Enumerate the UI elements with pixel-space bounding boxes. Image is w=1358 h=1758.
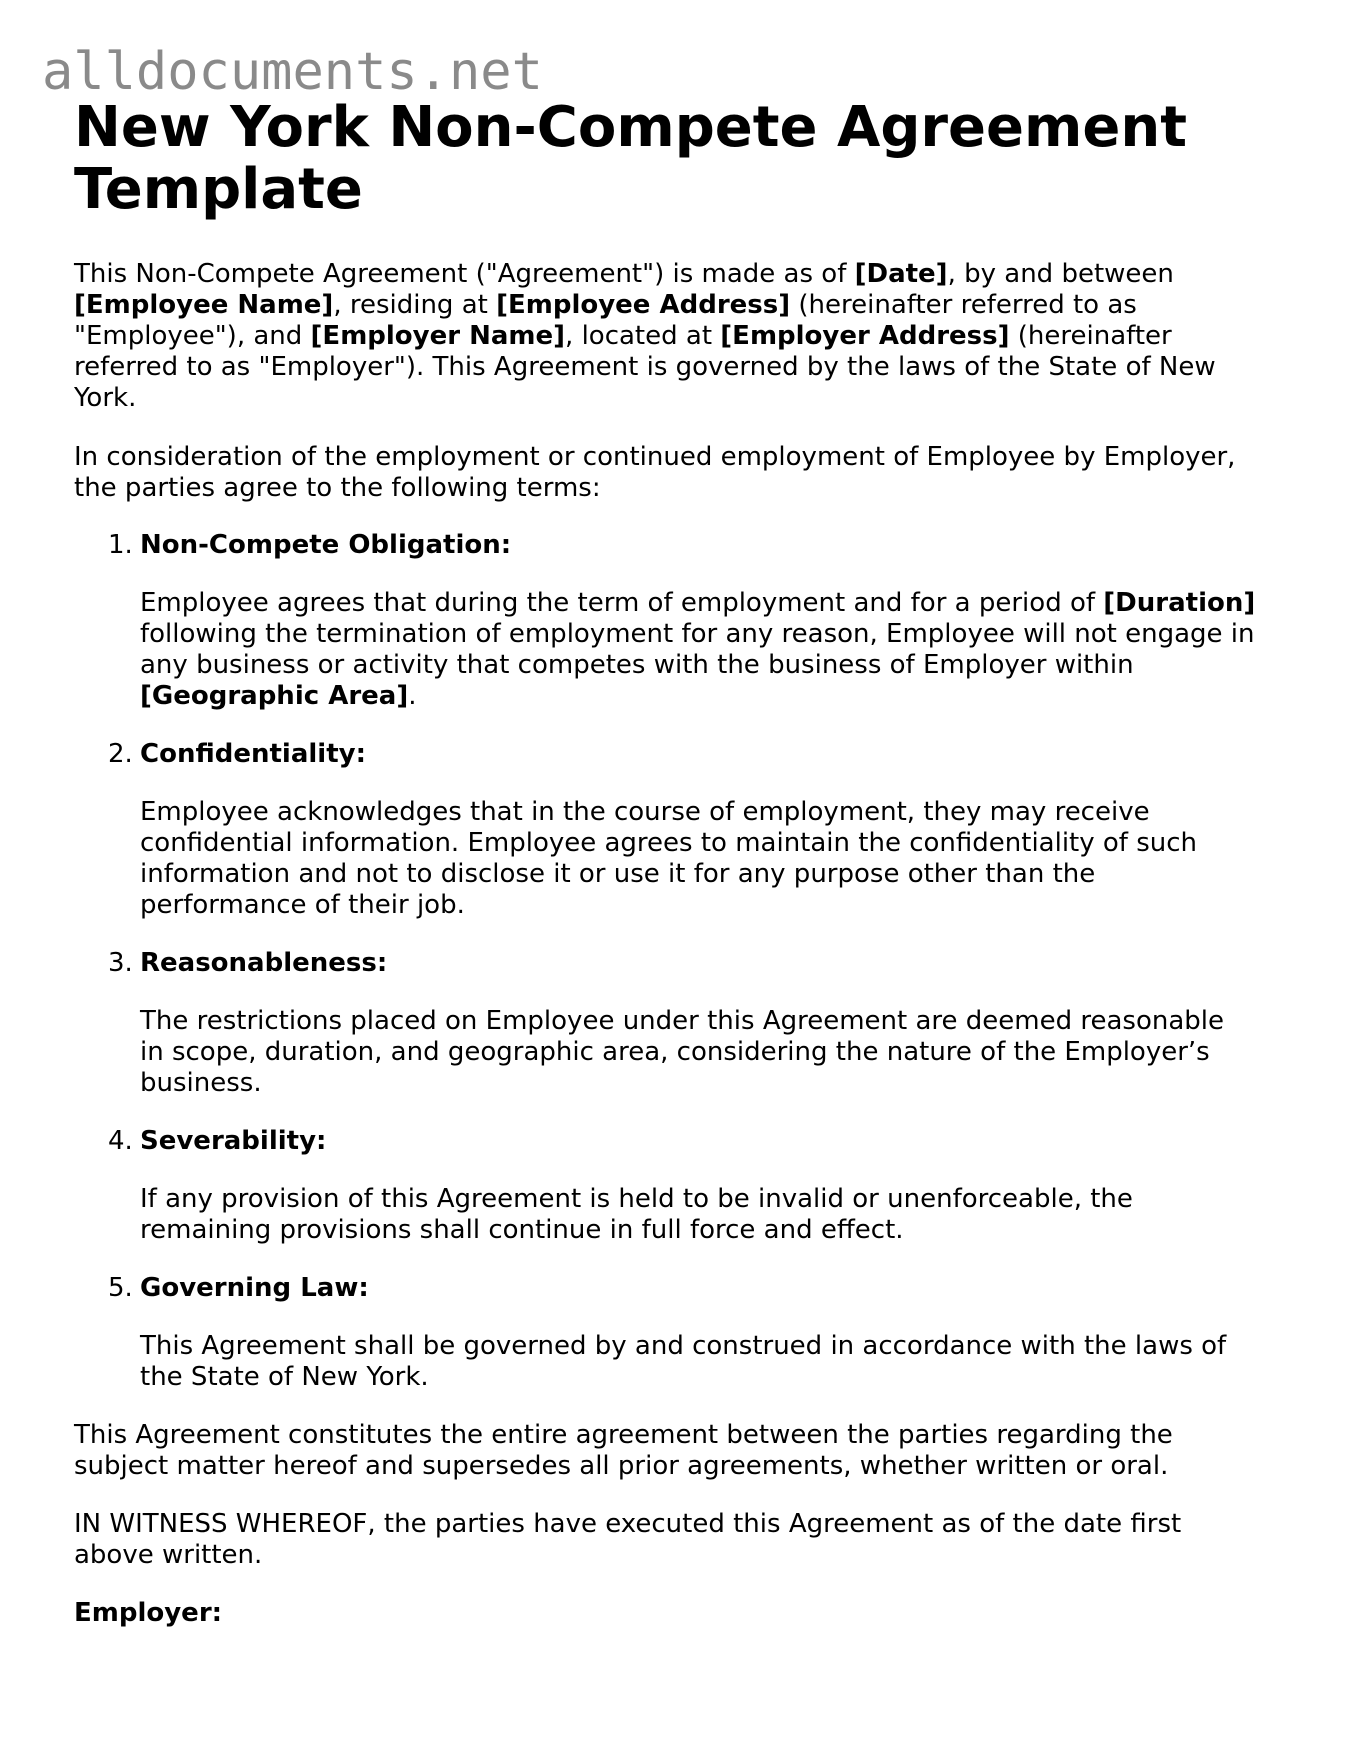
employer-address-placeholder: [Employer Address]: [720, 321, 1010, 351]
section-2-line-4: performance of their job.: [140, 890, 465, 920]
section-4-line-1: If any provision of this Agreement is held to be invalid or unenforceable, the: [140, 1184, 1133, 1214]
section-text: .: [408, 681, 417, 711]
section-1-line-4: [140, 680, 416, 712]
section-5-line-1: This Agreement shall be governed by and construed in accordance with the laws of: [140, 1331, 1227, 1361]
employer-label: Employer:: [74, 1598, 223, 1628]
watermark-text: alldocuments.net: [42, 42, 543, 102]
duration-placeholder: [Duration]: [1103, 588, 1256, 618]
intro-line-5: York.: [74, 383, 137, 413]
entire-agreement-line-1: This Agreement constitutes the entire agreement between the parties regarding the: [74, 1420, 1173, 1450]
section-2-heading: Confidentiality:: [140, 739, 366, 769]
section-5-heading: Governing Law:: [140, 1273, 369, 1303]
intro-text: , residing at: [333, 290, 497, 320]
section-1-number: 1.: [108, 530, 133, 560]
section-3-line-1: The restrictions placed on Employee under this Agreement are deemed reasonable: [140, 1006, 1225, 1036]
section-5-number: 5.: [108, 1273, 133, 1303]
entire-agreement-line-2: subject matter hereof and supersedes all prior agreements, whether written or oral.: [74, 1451, 1169, 1481]
employer-name-placeholder: [Employer Name]: [310, 321, 566, 351]
geographic-area-placeholder: [Geographic Area]: [140, 681, 409, 711]
section-2-line-3: information and not to disclose it or use it for any purpose other than the: [140, 859, 1096, 889]
section-3-line-2: in scope, duration, and geographic area, considering the nature of the Employer’s: [140, 1037, 1210, 1067]
section-2-line-2: confidential information. Employee agrees to maintain the confidentiality of such: [140, 828, 1198, 858]
intro-line-2: [74, 289, 1137, 321]
section-4-heading: Severability:: [140, 1126, 327, 1156]
intro-text: This Non-Compete Agreement ("Agreement") is made as of: [74, 259, 855, 289]
consideration-line-1: In consideration of the employment or continued employment of Employee by Employer,: [74, 442, 1236, 472]
section-text: Employee agrees that during the term of employment and for a period of: [140, 588, 1104, 618]
section-4-number: 4.: [108, 1126, 133, 1156]
intro-text: , by and between: [947, 259, 1174, 289]
intro-text: (hereinafter: [1009, 321, 1172, 351]
section-2-line-1: Employee acknowledges that in the course of employment, they may receive: [140, 797, 1150, 827]
witness-line-2: above written.: [74, 1540, 263, 1570]
section-4-line-2: remaining provisions shall continue in full force and effect.: [140, 1215, 904, 1245]
section-1-line-2: following the termination of employment for any reason, Employee will not engage in: [140, 619, 1255, 649]
employee-name-placeholder: [Employee Name]: [74, 290, 334, 320]
section-3-heading: Reasonableness:: [140, 948, 388, 978]
section-5-line-2: the State of New York.: [140, 1362, 429, 1392]
consideration-line-2: the parties agree to the following terms:: [74, 473, 601, 503]
page-title-line-2: Template: [74, 157, 363, 222]
intro-text: (hereinafter referred to as: [790, 290, 1137, 320]
employee-address-placeholder: [Employee Address]: [496, 290, 791, 320]
section-2-number: 2.: [108, 739, 133, 769]
section-1-line-1: [140, 587, 1255, 619]
intro-line-1: [74, 258, 1174, 290]
section-3-line-3: business.: [140, 1068, 262, 1098]
witness-line-1: IN WITNESS WHEREOF, the parties have executed this Agreement as of the date first: [74, 1509, 1182, 1539]
intro-text: , located at: [565, 321, 721, 351]
page-title-line-1: New York Non-Compete Agreement: [74, 95, 1187, 160]
intro-line-3: [74, 320, 1172, 352]
intro-text: "Employee"), and: [74, 321, 311, 351]
section-1-line-3: any business or activity that competes with the business of Employer within: [140, 650, 1134, 680]
intro-line-4: referred to as "Employer"). This Agreement is governed by the laws of the State of New: [74, 352, 1216, 382]
date-placeholder: [Date]: [854, 259, 948, 289]
section-3-number: 3.: [108, 948, 133, 978]
section-1-heading: Non-Compete Obligation:: [140, 530, 512, 560]
